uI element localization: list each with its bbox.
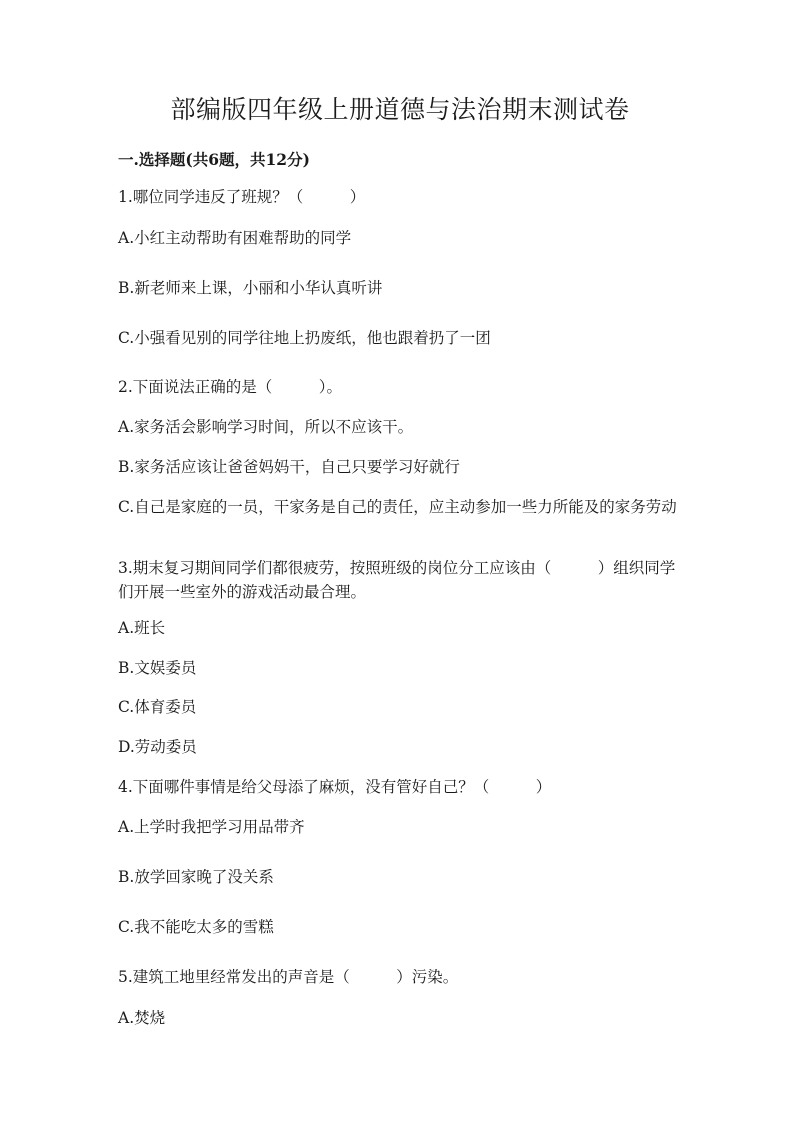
question-4-stem: 4.下面哪件事情是给父母添了麻烦，没有管好自己？（ ） <box>118 778 552 796</box>
question-3-stem: 3.期末复习期间同学们都很疲劳，按照班级的岗位分工应该由（ ）组织同学们开展一些室外的游戏活动最合理。 <box>118 559 676 601</box>
question-4-option-c: C.我不能吃太多的雪糕 <box>118 918 274 936</box>
question-1-stem: 1.哪位同学违反了班规？（ ） <box>118 188 366 206</box>
question-1-option-b: B.新老师来上课，小丽和小华认真听讲 <box>118 279 383 297</box>
question-3-option-a: A.班长 <box>118 619 166 637</box>
question-3-option-b: B.文娱委员 <box>118 659 197 677</box>
question-3-option-d: D.劳动委员 <box>118 738 197 756</box>
question-1-option-a: A.小红主动帮助有困难帮助的同学 <box>118 229 352 247</box>
section-heading: 一.选择题(共6题，共12分) <box>118 150 310 169</box>
question-3-option-c: C.体育委员 <box>118 698 197 716</box>
question-5-stem: 5.建筑工地里经常发出的声音是（ ）污染。 <box>118 968 459 986</box>
question-2-stem: 2.下面说法正确的是（ ）。 <box>118 378 343 396</box>
question-4-option-a: A.上学时我把学习用品带齐 <box>118 818 305 836</box>
question-4-option-b: B.放学回家晚了没关系 <box>118 868 274 886</box>
question-1-option-c: C.小强看见别的同学往地上扔废纸，他也跟着扔了一团 <box>118 329 491 347</box>
question-2-option-b: B.家务活应该让爸爸妈妈干，自己只要学习好就行 <box>118 458 460 476</box>
question-5-option-a: A.焚烧 <box>118 1009 166 1027</box>
question-2-option-c: C.自己是家庭的一员，干家务是自己的责任，应主动参加一些力所能及的家务劳动 <box>118 498 677 516</box>
question-2-option-a: A.家务活会影响学习时间，所以不应该干。 <box>118 418 414 436</box>
page-title: 部编版四年级上册道德与法治期末测试卷 <box>170 95 630 124</box>
